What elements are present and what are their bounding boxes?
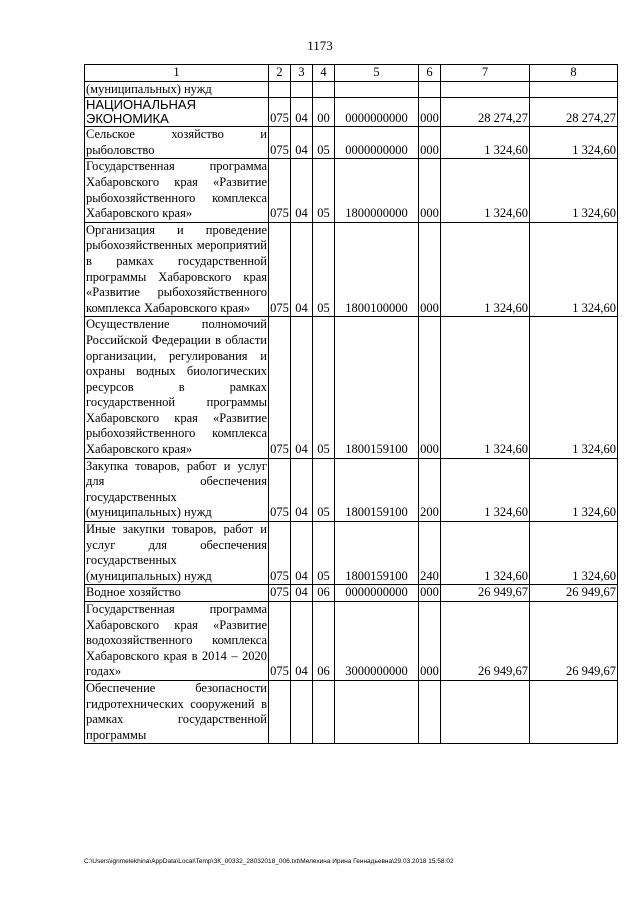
table-row (85, 522, 618, 585)
cell-amount-1: 1 324,60 (441, 522, 530, 585)
row-name: Государственная программа Хабаровского края «Развитие водохозяйственного комплекса Хабаровского края в 2014 – 2020 годах» (85, 602, 269, 681)
cell-amount-2: 26 949,67 (530, 602, 618, 681)
table-row (85, 317, 618, 458)
cell-ministry: 075 (269, 458, 291, 521)
header-cell: 5 (335, 65, 419, 82)
cell-amount-2: 1 324,60 (530, 127, 618, 159)
row-name: Обеспечение безопасности гидротехнических сооружений в рамках государственной программы (85, 680, 269, 743)
cell-subsection: 05 (313, 159, 335, 222)
row-name: Закупка товаров, работ и услуг для обеспечения государственных (муниципальных) нужд (85, 458, 269, 521)
cell-amount-1: 1 324,60 (441, 222, 530, 317)
cell-target-article: 1800159100 (335, 458, 419, 521)
table-row (85, 98, 618, 127)
cell-subsection: 05 (313, 458, 335, 521)
cell-section: 04 (291, 159, 313, 222)
cell-ministry: 075 (269, 317, 291, 458)
cell-section: 04 (291, 127, 313, 159)
cell-ministry (269, 680, 291, 743)
cell-section: 04 (291, 522, 313, 585)
header-cell: 6 (419, 65, 441, 82)
cell-target-article: 0000000000 (335, 127, 419, 159)
table-row (85, 222, 618, 317)
cell-target-article: 1800100000 (335, 222, 419, 317)
cell-amount-2: 28 274,27 (530, 98, 618, 127)
cell-expense-type: 000 (419, 317, 441, 458)
cell-ministry: 075 (269, 585, 291, 602)
table-row (85, 127, 618, 159)
header-cell: 3 (291, 65, 313, 82)
row-name: Сельское хозяйство и рыболовство (85, 127, 269, 159)
cell-section: 04 (291, 98, 313, 127)
cell-target-article: 1800159100 (335, 522, 419, 585)
cell-amount-1: 26 949,67 (441, 585, 530, 602)
cell-subsection: 06 (313, 585, 335, 602)
cell-amount-1 (441, 81, 530, 98)
cell-amount-2 (530, 81, 618, 98)
cell-expense-type: 000 (419, 222, 441, 317)
cell-section: 04 (291, 585, 313, 602)
row-name: Иные закупки товаров, работ и услуг для обеспечения государственных (муниципальных) нужд (85, 522, 269, 585)
cell-ministry (269, 81, 291, 98)
cell-section (291, 81, 313, 98)
header-cell: 8 (530, 65, 618, 82)
cell-amount-1: 26 949,67 (441, 602, 530, 681)
header-cell: 2 (269, 65, 291, 82)
cell-subsection: 05 (313, 522, 335, 585)
cell-expense-type (419, 81, 441, 98)
cell-ministry: 075 (269, 127, 291, 159)
cell-ministry: 075 (269, 159, 291, 222)
row-name: НАЦИОНАЛЬНАЯ ЭКОНОМИКА (85, 98, 269, 127)
cell-target-article: 1800000000 (335, 159, 419, 222)
cell-section: 04 (291, 458, 313, 521)
cell-section: 04 (291, 317, 313, 458)
cell-target-article: 1800159100 (335, 317, 419, 458)
table-row (85, 680, 618, 743)
row-name: Осуществление полномочий Российской Федерации в области организации, регулирования и охраны водных биологических ресурсов в рамках государственной программы Хабаровского края «Развитие рыбохозяйственного комплекса Хабаровского края» (85, 317, 269, 458)
cell-amount-1: 28 274,27 (441, 98, 530, 127)
cell-amount-2: 1 324,60 (530, 317, 618, 458)
cell-subsection (313, 680, 335, 743)
cell-ministry: 075 (269, 222, 291, 317)
cell-target-article: 3000000000 (335, 602, 419, 681)
table-row (85, 458, 618, 521)
cell-target-article (335, 81, 419, 98)
cell-amount-1: 1 324,60 (441, 127, 530, 159)
row-name: (муниципальных) нужд (85, 81, 269, 98)
cell-target-article: 0000000000 (335, 98, 419, 127)
cell-expense-type: 000 (419, 98, 441, 127)
cell-section: 04 (291, 602, 313, 681)
cell-expense-type: 000 (419, 127, 441, 159)
page-number: 1173 (307, 38, 333, 53)
cell-target-article: 0000000000 (335, 585, 419, 602)
header-cell: 4 (313, 65, 335, 82)
row-name: Водное хозяйство (85, 585, 269, 602)
cell-amount-1: 1 324,60 (441, 458, 530, 521)
cell-amount-2: 1 324,60 (530, 222, 618, 317)
cell-expense-type: 000 (419, 585, 441, 602)
cell-amount-2: 1 324,60 (530, 159, 618, 222)
cell-section: 04 (291, 222, 313, 317)
cell-amount-1: 1 324,60 (441, 317, 530, 458)
cell-amount-1: 1 324,60 (441, 159, 530, 222)
cell-subsection: 06 (313, 602, 335, 681)
table-row (85, 602, 618, 681)
cell-ministry: 075 (269, 602, 291, 681)
cell-amount-2: 26 949,67 (530, 585, 618, 602)
cell-subsection: 05 (313, 317, 335, 458)
cell-expense-type: 240 (419, 522, 441, 585)
cell-expense-type (419, 680, 441, 743)
table-header-row (85, 65, 618, 82)
cell-target-article (335, 680, 419, 743)
cell-ministry: 075 (269, 98, 291, 127)
cell-expense-type: 000 (419, 159, 441, 222)
cell-expense-type: 000 (419, 602, 441, 681)
table-row (85, 159, 618, 222)
cell-ministry: 075 (269, 522, 291, 585)
cell-subsection: 00 (313, 98, 335, 127)
row-name: Государственная программа Хабаровского края «Развитие рыбохозяйственного комплекса Хабаровского края» (85, 159, 269, 222)
table-row (85, 585, 618, 602)
cell-subsection: 05 (313, 127, 335, 159)
cell-expense-type: 200 (419, 458, 441, 521)
cell-amount-1 (441, 680, 530, 743)
cell-section (291, 680, 313, 743)
table-row (85, 81, 618, 98)
cell-subsection (313, 81, 335, 98)
cell-amount-2: 1 324,60 (530, 522, 618, 585)
file-path-footer: C:\Users\ignmelekhina\AppData\Local\Temp\ЗК_00332_28032018_006.txt\Мелехина Ирина Геннадьевна\29.03.2018 15:58:02 (84, 858, 454, 865)
budget-table (84, 64, 618, 744)
row-name: Организация и проведение рыбохозяйственных мероприятий в рамках государственной программы Хабаровского края «Развитие рыбохозяйственного комплекса Хабаровского края» (85, 222, 269, 317)
cell-amount-2 (530, 680, 618, 743)
header-cell: 1 (85, 65, 269, 82)
header-cell: 7 (441, 65, 530, 82)
cell-amount-2: 1 324,60 (530, 458, 618, 521)
cell-subsection: 05 (313, 222, 335, 317)
